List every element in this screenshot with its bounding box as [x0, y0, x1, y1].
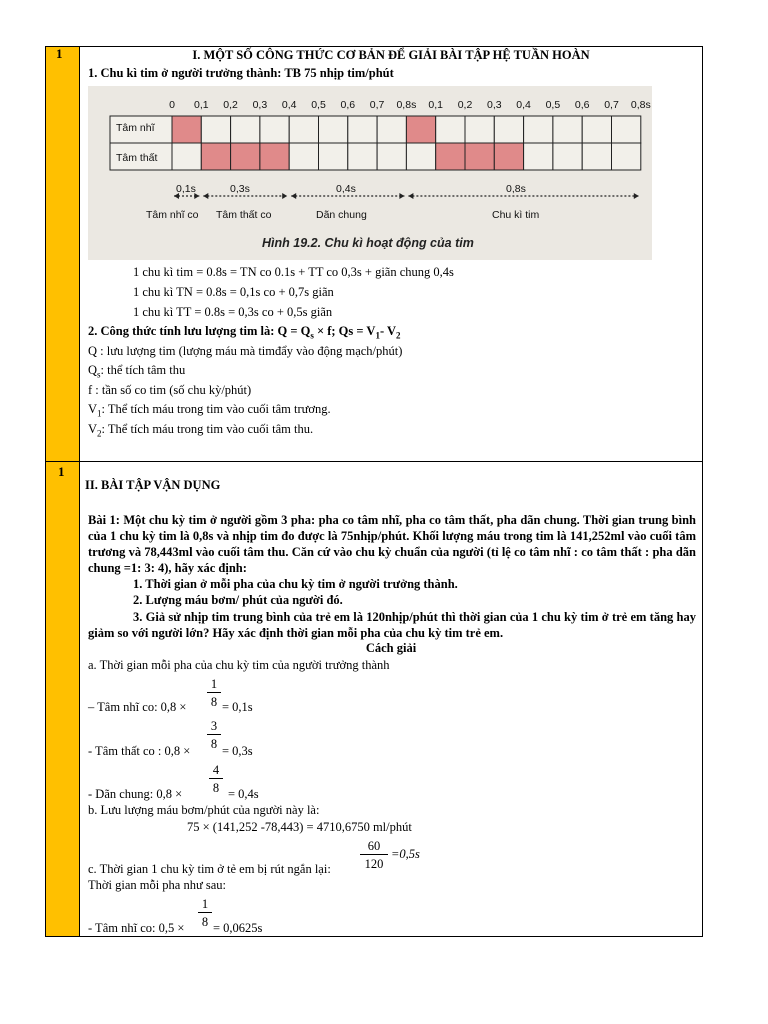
problem-statement: Bài 1: Một chu kỳ tim ở người gồm 3 pha: pha co tâm nhĩ, pha co tâm thất, pha dãn chung. Thời gian trung bình của 1 chu kỳ tim là 0,8s và nhịp tim đo được là 75nhịp/phút. Khối lượng máu trong tim là 141,252ml vào cuối tâm trương và 78,443ml vào cuối tâm thu. Căn cứ vào chu kỳ chuẩn của người (tỉ lệ co tâm nhĩ : co tâm thất : pha dãn chung =1: 3: 4), hãy xác định: [88, 513, 696, 575]
ventricle-cell [582, 143, 611, 170]
section2-heading: II. BÀI TẬP VẬN DỤNG [85, 478, 221, 492]
tick-label: 0,6 [574, 99, 590, 111]
cycle-fraction: 60 120 [360, 839, 388, 871]
row1-number: 1 [56, 46, 63, 61]
relax-label: - Dãn chung: 0,8 × [88, 787, 183, 801]
tick-label: 0,2 [457, 99, 473, 111]
definition-qs: $Q_s$: thể tích tâm thu [88, 363, 186, 380]
section1-item1: 1. Chu kì tim ở người trưởng thành: TB 75 nhịp tim/phút [88, 66, 394, 80]
cycle-line: 1 chu kì TT = 0.8s = 0,3s co + 0,5s giãn [133, 305, 333, 319]
ventricle-label: - Tâm thất co : 0,8 × [88, 744, 191, 758]
ventricle-cell [494, 143, 523, 170]
row-label-atria: Tâm nhĩ [116, 122, 155, 134]
tick-label: 0,8s [396, 99, 417, 111]
row-divider [46, 461, 702, 462]
tick-label: 0,1 [193, 99, 209, 111]
arrow-tail [408, 193, 413, 199]
child-atria-result: = 0,0625s [213, 921, 263, 935]
tick-label: 0,7 [369, 99, 385, 111]
atria-result: = 0,1s [222, 700, 253, 714]
atria-cell [172, 116, 201, 143]
duration-label: 0,1s [176, 183, 196, 195]
heart-cycle-figure [88, 86, 652, 260]
phase-label: Tâm nhĩ co [146, 209, 199, 221]
atria-cell [260, 116, 289, 143]
tick-label: 0 [169, 99, 175, 111]
tick-label: 0,5 [311, 99, 326, 111]
section1-item2: 2. Công thức tính lưu lượng tim là: $Q = Q_s \times f$; $Qs = V_1-$ $V_2$ [88, 324, 401, 341]
ventricle-cell [524, 143, 553, 170]
atria-cell [289, 116, 318, 143]
tick-label: 0,7 [604, 99, 619, 111]
ventricle-cell [260, 143, 289, 170]
cycle-result: =0,5s [391, 847, 420, 861]
row1-number-cell [46, 47, 80, 461]
arrow-head [399, 193, 404, 199]
phase-intro: Thời gian mỗi pha như sau: [88, 878, 227, 892]
atria-label: – Tâm nhĩ co: 0,8 × [88, 700, 187, 714]
child-atria-label: - Tâm nhĩ co: 0,5 × [88, 921, 185, 935]
row2-number-cell [46, 461, 80, 936]
tick-label: 0,5 [545, 99, 561, 111]
question-1: 1. Thời gian ở mỗi pha của chu kỳ tim ở người trưởng thành. [133, 577, 458, 591]
ventricle-cell [348, 143, 377, 170]
atria-cell [319, 116, 348, 143]
ventricle-cell [465, 143, 494, 170]
figure-caption: Hình 19.2. Chu kì hoạt động của tim [262, 236, 474, 250]
part-b-title: b. Lưu lượng máu bơm/phút của người này là: [88, 803, 320, 817]
tick-label: 0,4 [516, 99, 531, 111]
tick-label: 0,2 [223, 99, 238, 111]
atria-cell [231, 116, 260, 143]
atria-cell [582, 116, 611, 143]
part-a-title: a. Thời gian mỗi pha của chu kỳ tim của người trưởng thành [88, 658, 390, 672]
ventricle-cell [231, 143, 260, 170]
child-atria-fraction: 1 8 [198, 897, 212, 929]
atria-cell [201, 116, 230, 143]
tick-label: 0,6 [340, 99, 356, 111]
phase-label: Chu kì tim [492, 209, 540, 221]
arrow-tail [203, 193, 208, 199]
arrow-head [634, 193, 639, 199]
heart-cycle-diagram [88, 86, 652, 260]
ventricle-cell [377, 143, 406, 170]
atria-cell [612, 116, 641, 143]
duration-label: 0,4s [336, 183, 356, 195]
atria-cell [494, 116, 523, 143]
arrow-head [282, 193, 287, 199]
atria-cell [377, 116, 406, 143]
tick-label: 0,3 [486, 99, 502, 111]
relax-result: = 0,4s [228, 787, 259, 801]
part-c-title: c. Thời gian 1 chu kỳ tim ở tẻ em bị rút ngắn lại: [88, 862, 331, 876]
question-3: 3. Giả sử nhịp tim trung bình của trẻ em là 120nhịp/phút thì thời gian của 1 chu kỳ tim ở trẻ em tăng hay giảm so với người lớn? Hãy xác định thời gian mỗi pha của chu kỳ tim trẻ em. [88, 610, 696, 640]
atria-cell [348, 116, 377, 143]
tick-label: 0,1 [428, 99, 444, 111]
arrow-tail [291, 193, 296, 199]
ventricle-cell [406, 143, 435, 170]
ventricle-cell [289, 143, 318, 170]
definition-v2: $V_2$: Thể tích máu trong tim vào cuối tâm thu. [88, 422, 314, 439]
ventricle-cell [436, 143, 465, 170]
definition-f: f : tần số co tim (số chu kỳ/phút) [88, 383, 252, 397]
ventricle-cell [319, 143, 348, 170]
atria-cell [406, 116, 435, 143]
definition-q: Q : lưu lượng tim (lượng máu mà timđẩy vào động mạch/phút) [88, 344, 403, 358]
ventricle-result: = 0,3s [222, 744, 253, 758]
ventricle-cell [201, 143, 230, 170]
ventricle-cell [553, 143, 582, 170]
phase-label: Tâm thất co [216, 209, 272, 221]
tick-label: 0,8s [630, 99, 651, 111]
solution-title: Cách giải [365, 641, 417, 655]
question-2: 2. Lượng máu bơm/ phút của người đó. [133, 593, 343, 607]
relax-fraction: 4 8 [209, 763, 223, 795]
ventricle-cell [172, 143, 201, 170]
phase-label: Dãn chung [316, 209, 367, 221]
atria-cell [524, 116, 553, 143]
definition-v1: $V_1$: Thể tích máu trong tim vào cuối tâm trương. [88, 402, 331, 419]
atria-cell [553, 116, 582, 143]
row2-number: 1 [58, 464, 65, 479]
cycle-line: 1 chu kì TN = 0.8s = 0,1s co + 0,7s giãn [133, 285, 334, 299]
section1-heading: I. MỘT SỐ CÔNG THỨC CƠ BẢN ĐỂ GIẢI BÀI TẬP HỆ TUẦN HOÀN [192, 48, 590, 62]
part-b-formula: 75 × (141,252 -78,443) = 4710,6750 ml/phút [187, 820, 412, 834]
duration-label: 0,8s [506, 183, 526, 195]
cycle-line: 1 chu kì tim = 0.8s = TN co 0.1s + TT co 0,3s + giãn chung 0,4s [133, 265, 454, 279]
ventricle-cell [612, 143, 641, 170]
ventricle-fraction: 3 8 [207, 719, 221, 751]
row-label-ventricles: Tâm thất [116, 152, 158, 164]
atria-cell [436, 116, 465, 143]
tick-label: 0,4 [281, 99, 297, 111]
atria-cell [465, 116, 494, 143]
atria-fraction: 1 8 [207, 677, 221, 709]
tick-label: 0,3 [252, 99, 268, 111]
duration-label: 0,3s [230, 183, 250, 195]
